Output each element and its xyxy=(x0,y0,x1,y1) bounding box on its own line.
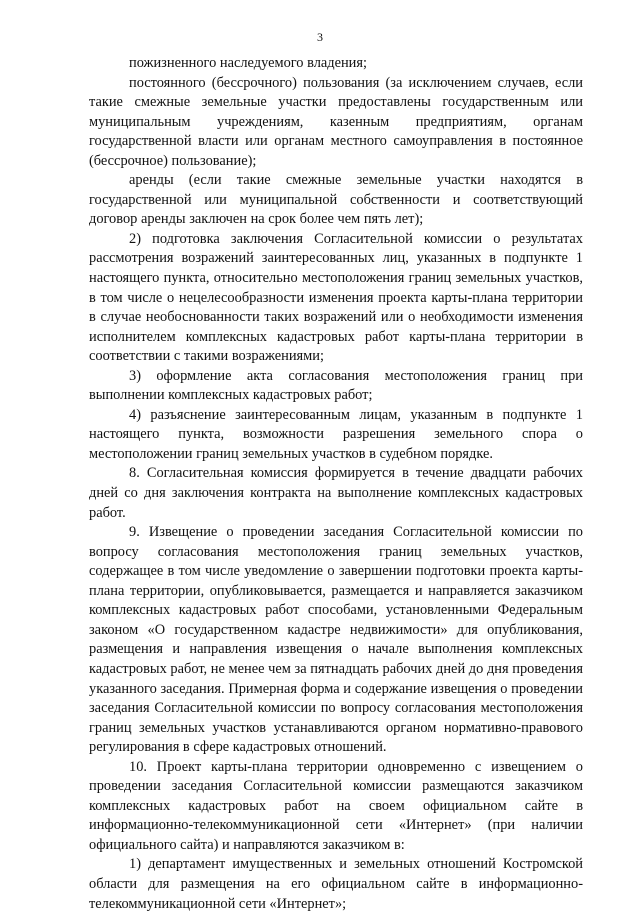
paragraph-clause-10-item-1: 1) департамент имущественных и земельных отношений Костромской области для размещения на его официальном сайте в информационно-телекоммуникационной сети «Интернет»; xyxy=(89,856,583,912)
paragraph-clause-8: 8. Согласительная комиссия формируется в течение двадцати рабочих дней со дня заключения контракта на выполнение комплексных кадастровых работ. xyxy=(89,465,583,521)
paragraph-item-3: 3) оформление акта согласования местоположения границ при выполнении комплексных кадастровых работ; xyxy=(89,367,583,404)
paragraph-item-4: 4) разъяснение заинтересованным лицам, указанным в подпункте 1 настоящего пункта, возможности разрешения земельного спора о местоположении границ земельных участков в судебном порядке. xyxy=(89,406,583,462)
paragraph-permanent-use: постоянного (бессрочного) пользования (за исключением случаев, если такие смежные земельные участки предоставлены государственным или муниципальным учреждениям, казенным предприятиям, органам государственной власти или органам местного самоуправления в постоянное (бессрочное) пользование); xyxy=(89,74,583,169)
paragraph-lease: аренды (если такие смежные земельные участки находятся в государственной или муниципальной собственности и соответствующий договор аренды заключен на срок более чем пять лет); xyxy=(89,172,583,228)
paragraph-clause-9: 9. Извещение о проведении заседания Согласительной комиссии по вопросу согласования местоположения границ земельных участков, содержащее в том числе уведомление о завершении подготовки проекта карты-плана территории, опубликовывается, размещается и направляется заказчиком комплексных кадастровых работ способами, установленными Федеральным законом «О государственном кадастре недвижимости» для опубликования, размещения и направления извещения о начале выполнения комплексных кадастровых работ, не менее чем за пятнадцать рабочих дней до дня проведения указанного заседания. Примерная форма и содержание извещения о проведении заседания Согласительной комиссии по вопросу согласования местоположения границ земельных участков устанавливаются органом нормативно-правового регулирования в сфере кадастровых отношений. xyxy=(89,524,583,756)
paragraph-lifetime-possession: пожизненного наследуемого владения; xyxy=(129,55,367,71)
document-body xyxy=(89,54,583,914)
page-number: 3 xyxy=(317,30,323,44)
paragraph-clause-10: 10. Проект карты-плана территории одновременно с извещением о проведении заседания Согласительной комиссии размещаются заказчиком комплексных кадастровых работ на своем официальном сайте в информационно-телекоммуникационной сети «Интернет» (при наличии официального сайта) и направляются заказчиком в: xyxy=(89,758,583,853)
paragraph-item-2: 2) подготовка заключения Согласительной комиссии о результатах рассмотрения возражений заинтересованных лиц, указанных в подпункте 1 настоящего пункта, относительно местоположения границ земельных участков, в том числе о нецелесообразности изменения проекта карты-плана территории в случае необоснованности таких возражений или о необходимости изменения исполнителем комплексных кадастровых работ карты-плана территории в соответствии с такими возражениями; xyxy=(89,230,583,365)
